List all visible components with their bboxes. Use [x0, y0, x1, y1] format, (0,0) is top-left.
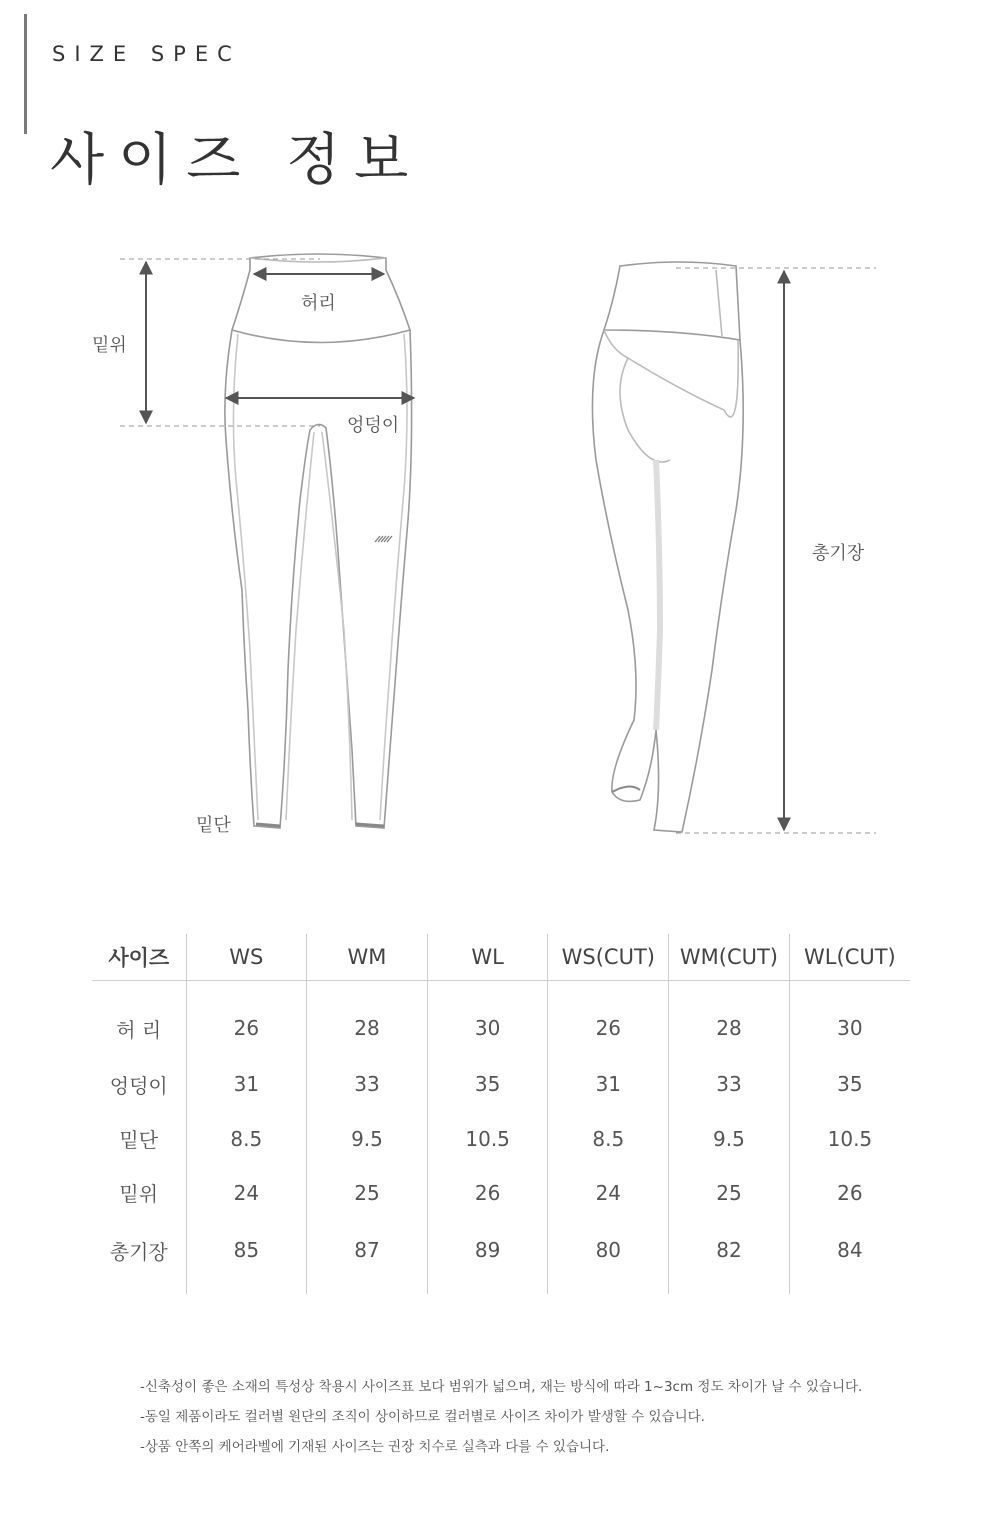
table-cell: 24 — [186, 1166, 307, 1220]
table-cell: 84 — [789, 1220, 910, 1294]
section-eyebrow: SIZE SPEC — [52, 42, 241, 66]
note-line: -상품 안쪽의 케어라벨에 기재된 사이즈는 권장 치수로 실측과 다를 수 있습니다. — [140, 1439, 610, 1455]
table-cell: 24 — [548, 1166, 669, 1220]
note-line: -신축성이 좋은 소재의 특성상 착용시 사이즈표 보다 범위가 넓으며, 재는 방식에 따라 1~3cm 정도 차이가 날 수 있습니다. — [140, 1379, 863, 1395]
row-label: 총기장 — [109, 1239, 168, 1264]
table-cell: 10.5 — [789, 1111, 910, 1165]
column-header: WS — [186, 934, 307, 981]
size-table-container — [92, 934, 910, 1294]
table-cell: 35 — [789, 1057, 910, 1111]
table-cell: 25 — [307, 1166, 428, 1220]
table-cell: 26 — [789, 1166, 910, 1220]
table-cell: 28 — [669, 981, 790, 1058]
side-view — [592, 262, 743, 832]
column-header: WL(CUT) — [789, 934, 910, 981]
label-hip: 엉덩이 — [347, 415, 400, 436]
column-header: WS(CUT) — [548, 934, 669, 981]
table-cell: 8.5 — [548, 1111, 669, 1165]
accent-bar — [24, 14, 27, 134]
column-header: WL — [427, 934, 548, 981]
table-cell: 28 — [307, 981, 428, 1058]
row-label: 엉덩이 — [109, 1073, 168, 1098]
table-cell: 80 — [548, 1220, 669, 1294]
table-header-row — [92, 934, 910, 981]
table-cell: 35 — [427, 1057, 548, 1111]
row-label: 허 리 — [116, 1017, 162, 1042]
label-total-length: 총기장 — [812, 543, 865, 564]
column-header: WM — [307, 934, 428, 981]
table-cell: 31 — [186, 1057, 307, 1111]
column-header: WM(CUT) — [669, 934, 790, 981]
row-label: 밑위 — [119, 1182, 159, 1207]
table-cell: 89 — [427, 1220, 548, 1294]
table-row — [92, 1111, 910, 1165]
table-cell: 87 — [307, 1220, 428, 1294]
table-row — [92, 1220, 910, 1294]
row-label: 밑단 — [119, 1128, 159, 1153]
measurement-diagram — [0, 230, 1000, 860]
label-rise: 밑위 — [92, 335, 127, 356]
note-line: -동일 제품이라도 컬러별 원단의 조직이 상이하므로 컬러별로 사이즈 차이가 발생할 수 있습니다. — [140, 1409, 705, 1425]
table-cell: 30 — [789, 981, 910, 1058]
label-hem: 밑단 — [196, 815, 231, 836]
table-cell: 8.5 — [186, 1111, 307, 1165]
table-cell: 85 — [186, 1220, 307, 1294]
table-cell: 25 — [669, 1166, 790, 1220]
size-table — [92, 934, 910, 1294]
label-waist: 허리 — [301, 293, 336, 314]
table-cell: 82 — [669, 1220, 790, 1294]
table-row — [92, 1166, 910, 1220]
table-cell: 31 — [548, 1057, 669, 1111]
size-notes — [140, 1372, 862, 1462]
page-title: 사이즈 정보 — [50, 127, 423, 193]
table-row — [92, 1057, 910, 1111]
column-header: 사이즈 — [92, 934, 186, 981]
table-cell: 26 — [186, 981, 307, 1058]
table-cell: 30 — [427, 981, 548, 1058]
table-cell: 9.5 — [669, 1111, 790, 1165]
table-cell: 10.5 — [427, 1111, 548, 1165]
table-cell: 26 — [548, 981, 669, 1058]
front-view — [225, 254, 412, 828]
table-row — [92, 981, 910, 1058]
table-cell: 33 — [669, 1057, 790, 1111]
table-cell: 26 — [427, 1166, 548, 1220]
table-cell: 33 — [307, 1057, 428, 1111]
table-cell: 9.5 — [307, 1111, 428, 1165]
